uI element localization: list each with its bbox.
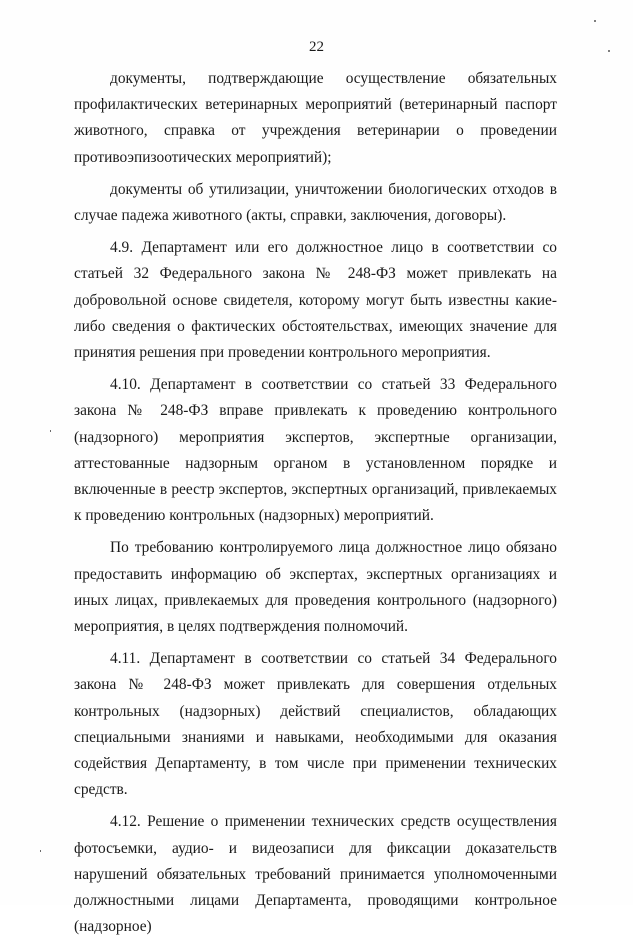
paragraph-documents-disposal: документы об утилизации, уничтожении биологических отходов в случае падежа животного (акты, справки, заключения, договоры). (74, 180, 557, 225)
scan-speck (608, 50, 610, 52)
scan-speck (40, 850, 41, 852)
paragraph-documents-veterinary: документы, подтверждающие осуществление обязательных профилактических ветеринарных мероприятий (ветеринарный паспорт животного, справка от учреждения ветеринарии о проведении противоэпизоотических мероприятий); (74, 70, 557, 166)
scan-speck (594, 20, 596, 22)
document-body (74, 66, 557, 941)
paragraph-4-11: 4.11. Департамент в соответствии со статьей 34 Федерального закона № 248-ФЗ может привлекать для совершения отдельных контрольных (надзорных) действий специалистов, обладающих специальными знаниями и навыками, необходимыми для оказания содействия Департаменту, в том числе при применении технических средств. (74, 650, 557, 799)
paragraph-expert-info: По требованию контролируемого лица должностное лицо обязано предоставить информацию об экспертах, экспертных организациях и иных лицах, привлекаемых для проведения контрольного (надзорного) мероприятия, в целях подтверждения полномочий. (74, 539, 557, 636)
paragraph-4-9: 4.9. Департамент или его должностное лицо в соответствии со статьей 32 Федерального закона № 248-ФЗ может привлекать на добровольной основе свидетеля, которому могут быть известны какие-либо сведения о фактических обстоятельствах, имеющих значение для принятия решения при проведении контрольного мероприятия. (74, 239, 557, 362)
page-number: 22 (309, 39, 324, 55)
paragraph-4-10: 4.10. Департамент в соответствии со статьей 33 Федерального закона № 248-ФЗ вправе привлекать к проведению контрольного (надзорного) мероприятия экспертов, экспертные организации, аттестованные надзорным органом в установленном порядке и включенные в реестр экспертов, экспертных организаций, привлекаемых к проведению контрольных (надзорных) мероприятий. (74, 376, 557, 525)
paragraph-4-12: 4.12. Решение о применении технических средств осуществления фотосъемки, аудио- и видеозаписи для фиксации доказательств нарушений обязательных требований принимается уполномоченными должностными лицами Департамента, проводящими контрольное (надзорное) (74, 813, 557, 936)
scan-speck (50, 430, 51, 432)
